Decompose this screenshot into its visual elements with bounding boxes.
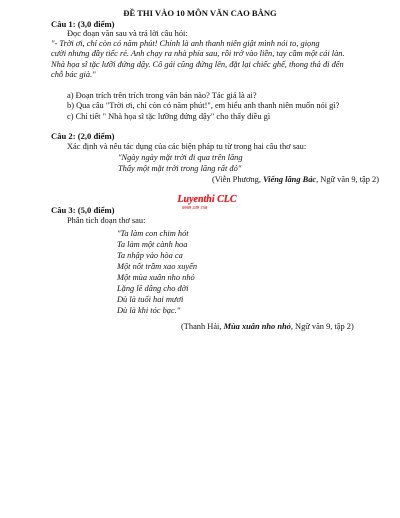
watermark-name: Luyenthi CLC	[177, 194, 237, 205]
question-1-part-b: b) Qua câu "Trời ơi, chỉ còn có năm phút!", em hiểu anh thanh niên muốn nói gì?	[67, 101, 340, 110]
verse-line: "Ngày ngày mặt trời đi qua trên lăng	[118, 153, 243, 162]
question-1-part-c: c) Chỉ tiết " Nhà họa sĩ tặc lưỡng đứng dậy" cho thấy điều gì	[67, 112, 271, 121]
poem-title: Mùa xuân nho nhỏ	[223, 322, 291, 331]
passage-line: chỗ bác già."	[51, 70, 96, 79]
watermark-logo	[172, 194, 242, 210]
verse-line: Ta nhập vào hòa ca	[117, 251, 183, 260]
watermark-phone: 0969 339 758	[182, 205, 208, 210]
verse-line: "Ta làm con chim hót	[117, 229, 189, 238]
verse-line: Lặng lẽ dâng cho đời	[117, 284, 189, 293]
verse-line: Thấy một mặt trời trong lăng rất đỏ"	[118, 164, 242, 173]
verse-line: Dù là tuổi hai mươi	[117, 295, 184, 304]
question-1-heading: Câu 1: (3,0 điểm)	[51, 19, 115, 29]
verse-line: Ta làm một cành hoa	[117, 240, 188, 249]
question-2-instruction: Xác định và nêu tác dụng của các biện pháp tu từ trong hai câu thơ sau:	[67, 142, 307, 151]
question-1-instruction: Đọc đoạn văn sau và trả lời câu hỏi:	[67, 29, 188, 38]
question-3-instruction: Phân tích đoạn thơ sau:	[67, 216, 146, 225]
passage-line: Nhà họa sĩ tặc lưỡi đứng dậy. Cô gái cũng đứng lên, đặt lại chiếc ghế, thong thả đi đến	[51, 60, 344, 69]
exam-title: ĐỀ THI VÀO 10 MÔN VĂN CAO BẰNG	[123, 8, 277, 18]
verse-line: Dù là khi tóc bạc."	[117, 306, 181, 315]
question-3-heading: Câu 3: (5,0 điểm)	[51, 205, 115, 215]
verse-line: Một mùa xuân nho nhỏ	[117, 273, 195, 282]
verse-line: Một nốt trầm xao xuyến	[117, 262, 198, 271]
question-2-heading: Câu 2: (2,0 điểm)	[51, 131, 115, 141]
passage-line: "- Trời ơi, chỉ còn có năm phút! Chính là anh thanh niên giật mình nói to, giọng	[51, 39, 320, 48]
question-2-source: (Viễn Phương, Viếng lăng Bác, Ngữ văn 9, tập 2)	[212, 175, 380, 184]
passage-line: cười nhưng đầy tiếc rẻ. Anh chạy ra nhà phía sau, rồi trở vào liền, tay cầm một cái làn.	[51, 49, 345, 58]
poem-title: Viếng lăng Bác	[263, 175, 317, 184]
question-1-part-a: a) Đoạn trích trên trích trong văn bản nào? Tác giả là ai?	[67, 91, 257, 100]
question-3-source: (Thanh Hải, Mùa xuân nho nhỏ, Ngữ văn 9, tập 2)	[181, 322, 354, 331]
